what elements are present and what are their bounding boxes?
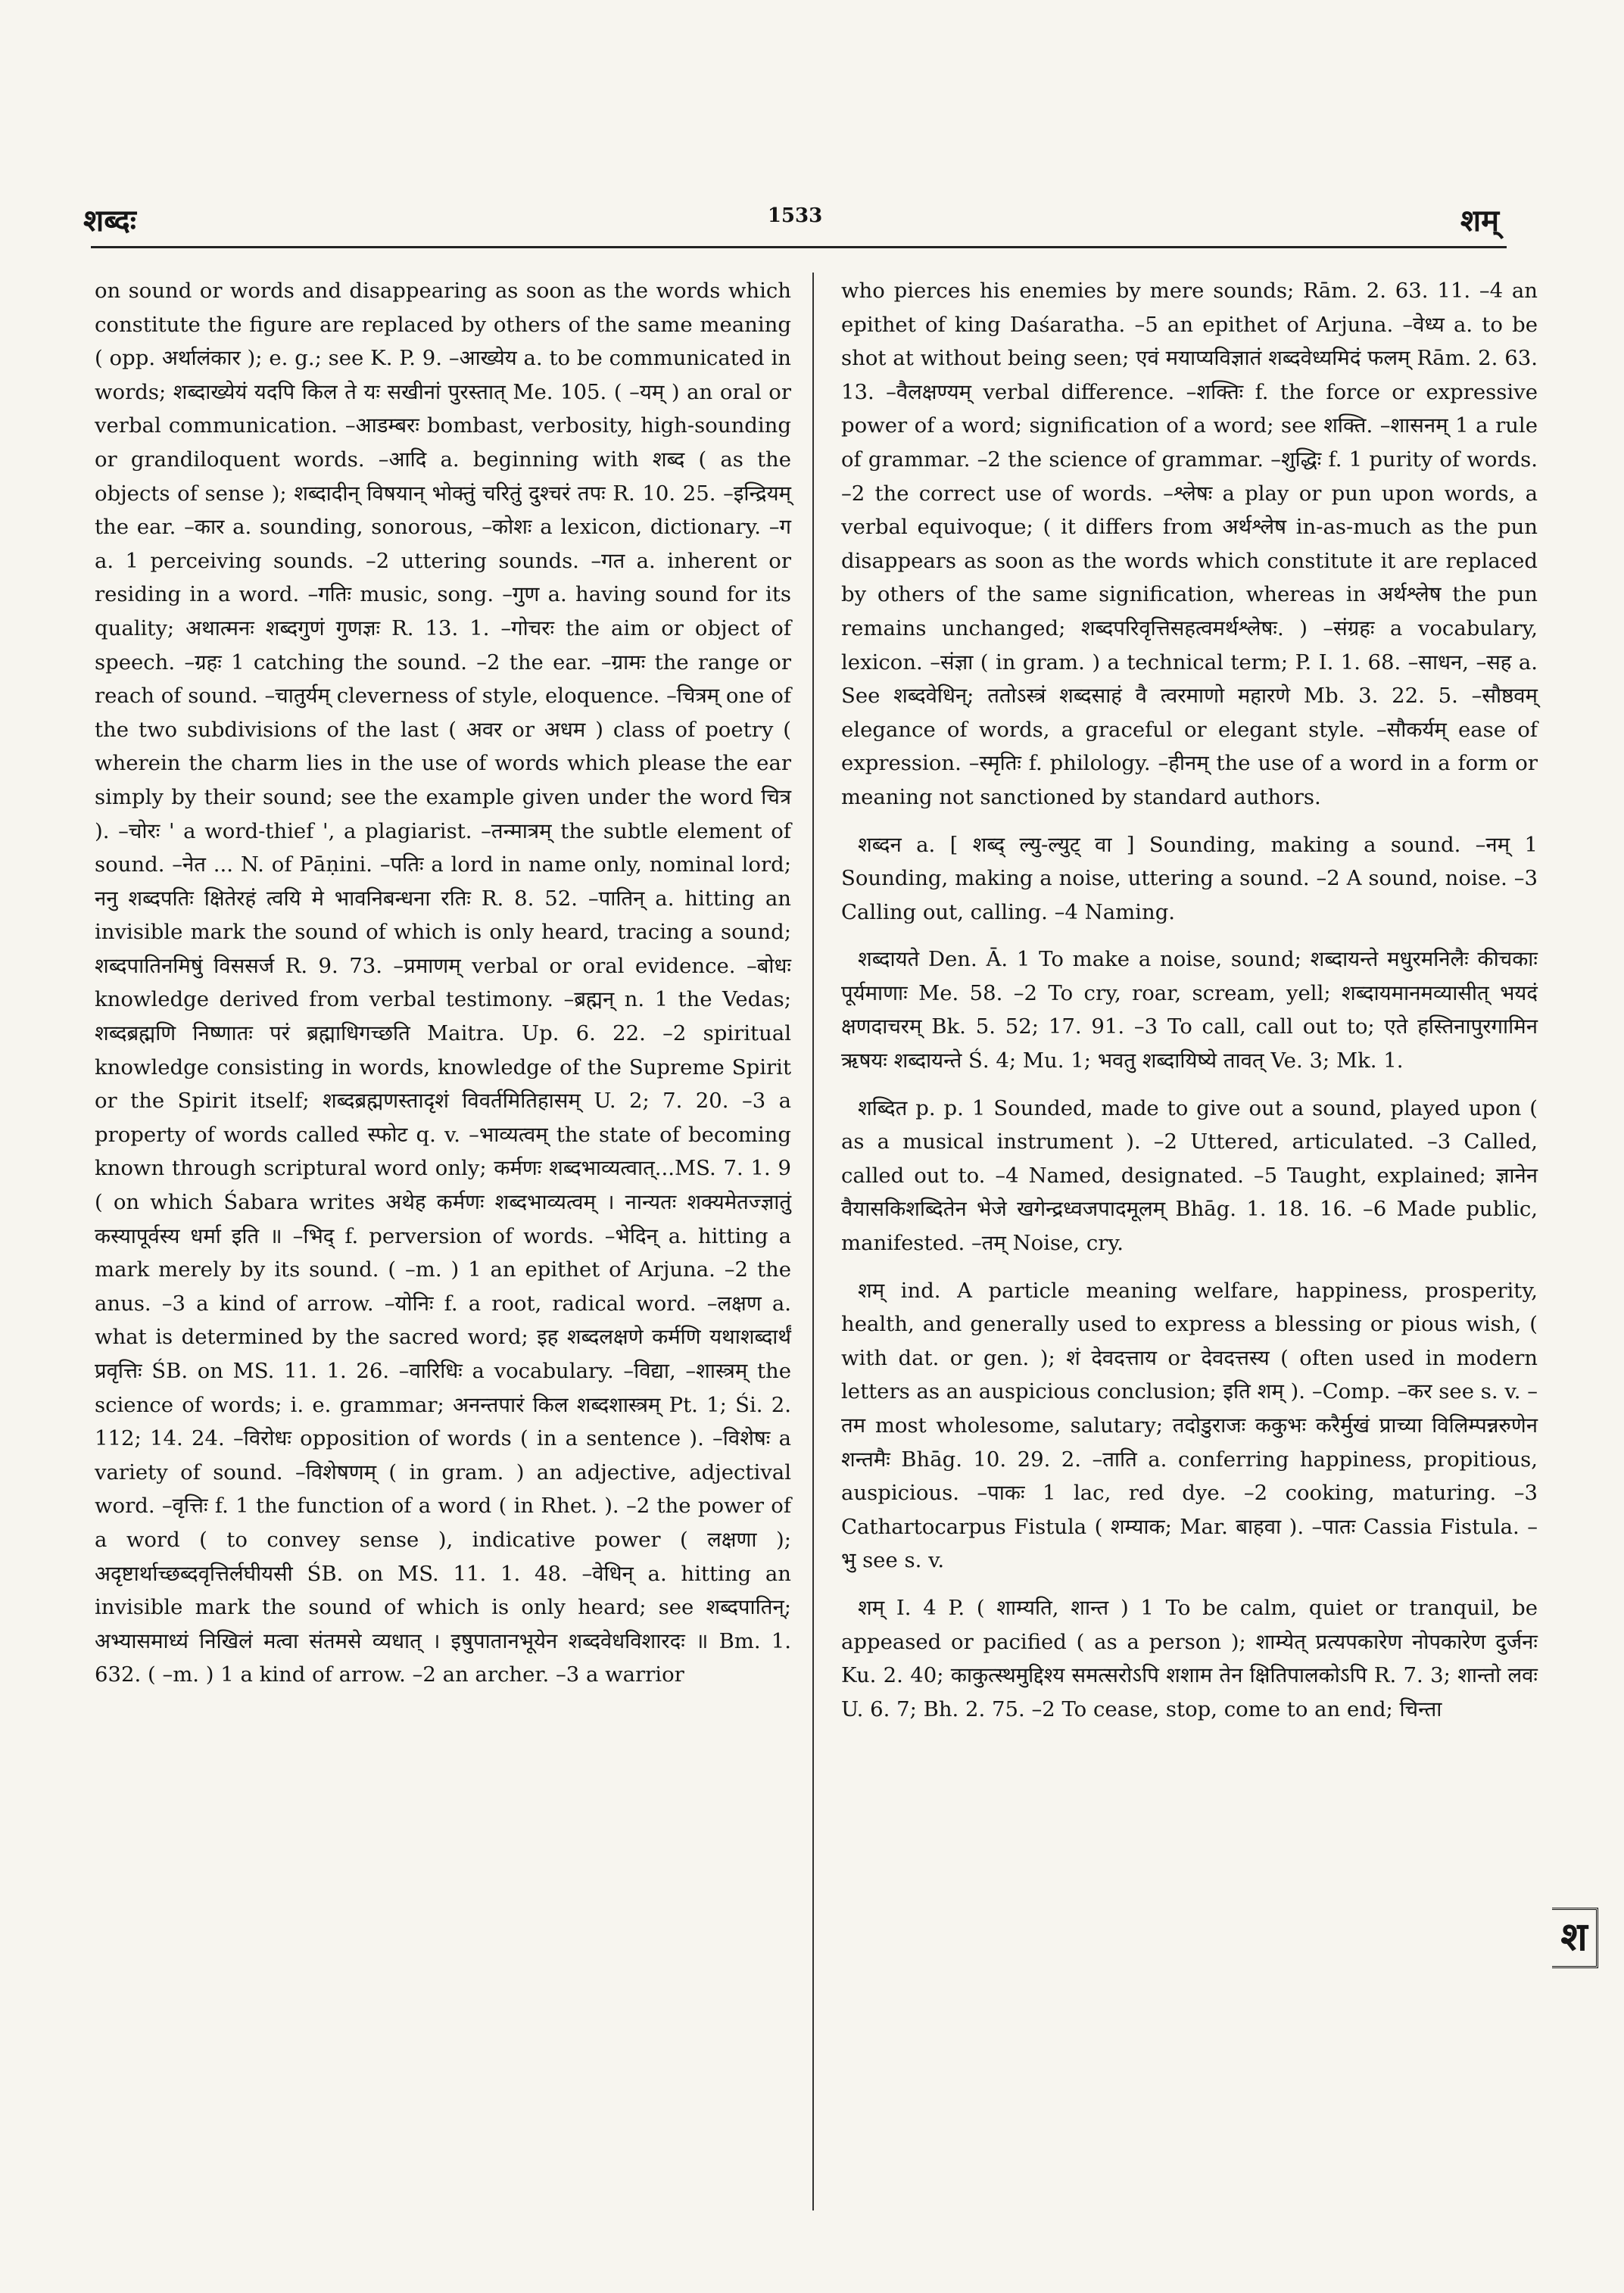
entry-sham-verb: शम् I. 4 P. ( शाम्यति, शान्त ) 1 To be calm, quiet or tranquil, be appeased or pacified ( as a person ); शाम्येत् प्रत्यपकारेण नोपकारेण दुर्जनः Ku. 2. 40; काकुत्स्थमुद्दिश्य समत्सरोऽपि शशाम तेन क्षितिपालकोऽपि R. 7. 3; शान्तो लवः U. 6. 7; Bh. 2. 75. –2 To cease, stop, come to an end; चिन्ता (841, 1595, 1538, 1721)
entry-shabdayate: शब्दायते Den. Ā. 1 To make a noise, sound; शब्दायन्ते मधुरमनिलैः कीचकाः पूर्यमाणाः Me. 58. –2 To cry, roar, scream, yell; शब्दायमानमव्यासीत् भयदं क्षणदाचरम् Bk. 5. 52; 17. 91. –3 To call, call out to; एते हस्तिनापुरगामिन ऋषयः शब्दायन्ते Ś. 4; Mu. 1; भवतु शब्दायिष्ये तावत् Ve. 3; Mk. 1. (841, 947, 1538, 1073)
right-entry-continuation: who pierces his enemies by mere sounds; Rām. 2. 63. 11. –4 an epithet of king Daśaratha. –5 an epithet of Arjuna. –वेध्य a. to be shot at without being seen; एवं मयाप्यविज्ञातं शब्दवेध्यमिदं फलम् Rām. 2. 63. 13. –वैलक्षण्यम् verbal difference. –शक्तिः f. the force or expressive power of a word; signification of a word; see शक्ति. –शासनम् 1 a rule of grammar. –2 the science of grammar. –शुद्धिः f. 1 purity of words. –2 the correct use of words. –श्लेषः a play or pun upon words, a verbal equivoque; ( it differs from अर्थश्लेष in-as-much as the pun disappears as soon as the words which constitute it are replaced by others of the same signification, whereas in अर्थश्लेष the pun remains unchanged; शब्दपरिवृत्तिसहत्वमर्थश्लेषः. ) –संग्रहः a vocabulary, lexicon. –संज्ञा ( in gram. ) a technical term; P. I. 1. 68. –साधन, –सह a. See शब्दवेधिन्; ततोऽस्त्रं शब्दसाहं वै त्वरमाणो महारणे Mb. 3. 22. 5. –सौष्ठवम् elegance of words, a graceful or elegant style. –सौकर्यम् ease of expression. –स्मृतिः f. philology. –हीनम् the use of a word in a form or meaning not sanctioned by standard authors. (841, 279, 1538, 809)
entry-sham-ind: शम् ind. A particle meaning welfare, happiness, prosperity, health, and generally used to express a blessing or pious wish, ( with dat. or gen. ); शं देवदत्ताय or देवदत्तस्य ( often used in modern letters as an auspicious conclusion; इति शम् ). –Comp. –कर see s. v. –तम most wholesome, salutary; तदोडुराजः ककुभः करैर्मुखं प्राच्या विलिम्पन्नरुणेन शन्तमैः Bhāg. 10. 29. 2. –ताति a. conferring happiness, propitious, auspicious. –पाकः 1 lac, red dye. –2 cooking, maturing. –3 Cathartocarpus Fistula ( शम्याक; Mar. बाहवा ). –पातः Cassia Fistula. –भु see s. v. (841, 1278, 1538, 1573)
header-rule (91, 246, 1507, 248)
thumb-index-tab: श (1552, 1908, 1598, 1968)
entry-shabdana: शब्दन a. [ शब्द् ल्यु-ल्युट् वा ] Sounding, making a sound. –नम् 1 Sounding, making a noise, uttering a sound. –2 A sound, noise. –3 Calling out, calling. –4 Naming. (841, 832, 1538, 924)
left-entry-continuation: on sound or words and disappearing as soon as the words which constitute the figure are replaced by others of the same meaning ( opp. अर्थालंकार ); e. g.; see K. P. 9. –आख्येय a. to be communicated in words; शब्दाख्येयं यदपि किल ते यः सखीनां पुरस्तात् Me. 105. ( –यम् ) an oral or verbal communication. –आडम्बरः bombast, verbosity, high-sounding or grandiloquent words. –आदि a. beginning with शब्द ( as the objects of sense ); शब्दादीन् विषयान् भोक्तुं चरितुं दुश्चरं तपः R. 10. 25. –इन्द्रियम् the ear. –कार a. sounding, sonorous, –कोशः a lexicon, dictionary. –ग a. 1 perceiving sounds. –2 uttering sounds. –गत a. inherent or residing in a word. –गतिः music, song. –गुण a. having sound for its quality; अथात्मनः शब्दगुणं गुणज्ञः R. 13. 1. –गोचरः the aim or object of speech. –ग्रहः 1 catching the sound. –2 the ear. –ग्रामः the range or reach of sound. –चातुर्यम् cleverness of style, eloquence. –चित्रम् one of the two subdivisions of the last ( अवर or अधम ) class of poetry ( wherein the charm lies in the use of words which please the ear simply by their sound; see the example given under the word चित्र ). –चोरः ' a word-thief ', a plagiarist. –तन्मात्रम् the subtle element of sound. –नेत ... N. of Pāṇini. –पतिः a lord in name only, nominal lord; ननु शब्दपतिः क्षितेरहं त्वयि मे भावनिबन्धना रतिः R. 8. 52. –पातिन् a. hitting an invisible mark the sound of which is only heard, tracing a sound; शब्दपातिनमिषुं विससर्ज R. 9. 73. –प्रमाणम् verbal or oral evidence. –बोधः knowledge derived from verbal testimony. –ब्रह्मन् n. 1 the Vedas; शब्दब्रह्मणि निष्णातः परं ब्रह्माधिगच्छति Maitra. Up. 6. 22. –2 spiritual knowledge consisting in words, knowledge of the Supreme Spirit or the Spirit itself; शब्दब्रह्मणस्तादृशं विवर्तमितिहासम् U. 2; 7. 20. –3 a property of words called स्फोट q. v. –भाव्यत्वम् the state of becoming known through scriptural word only; कर्मणः शब्दभाव्यत्वात्...MS. 7. 1. 9 ( on which Śabara writes अथेह कर्मणः शब्दभाव्यत्वम् । नान्यतः शक्यमेतज्ज्ञातुं कस्यापूर्वस्य धर्मा इति ॥ –भिद् f. perversion of words. –भेदिन् a. hitting a mark merely by its sound. ( –m. ) 1 an epithet of Arjuna. –2 the anus. –3 a kind of arrow. –योनिः f. a root, radical word. –लक्षण a. what is determined by the sacred word; इह शब्दलक्षणे कर्मणि यथाशब्दार्थं प्रवृत्तिः ŚB. on MS. 11. 1. 26. –वारिधिः a vocabulary. –विद्या, –शास्त्रम् the science of words; i. e. grammar; अनन्तपारं किल शब्दशास्त्रम् Pt. 1; Śi. 2. 112; 14. 24. –विरोधः opposition of words ( in a sentence ). –विशेषः a variety of sound. –विशेषणम् ( in gram. ) an adjective, adjectival word. –वृत्तिः f. 1 the function of a word ( in Rhet. ). –2 the power of a word ( to convey sense ), indicative power ( लक्षणा ); अदृष्टार्थाच्छब्दवृत्तिर्लघीयसी ŚB. on MS. 11. 1. 48. –वेधिन् a. hitting an invisible mark the sound of which is only heard; see शब्दपातिन्; अभ्यासमाध्यं निखिलं मत्वा संतमसे व्यधात् । इषुपातानभूयेन शब्दवेधविशारदः ॥ Bm. 1. 632. ( –m. ) 1 a kind of arrow. –2 an archer. –3 a warrior (95, 279, 791, 1687)
column-divider (812, 273, 814, 2210)
page-number: 1533 (767, 204, 823, 227)
left-column (95, 274, 791, 1692)
left-guide-word: शब्दः (83, 203, 136, 238)
right-column (841, 274, 1538, 1726)
entry-shabdita: शब्दित p. p. 1 Sounded, made to give out a sound, played upon ( as a musical instrument ). –2 Uttered, articulated. –3 Called, called out to. –4 Named, designated. –5 Taught, explained; ज्ञानेन वैयासकिशब्दितेन भेजे खगेन्द्रध्वजपादमूलम् Bhāg. 1. 18. 16. –6 Made public, manifested. –तम् Noise, cry. (841, 1095, 1538, 1256)
running-header (83, 198, 1507, 244)
right-guide-word: शम् (1460, 203, 1499, 238)
